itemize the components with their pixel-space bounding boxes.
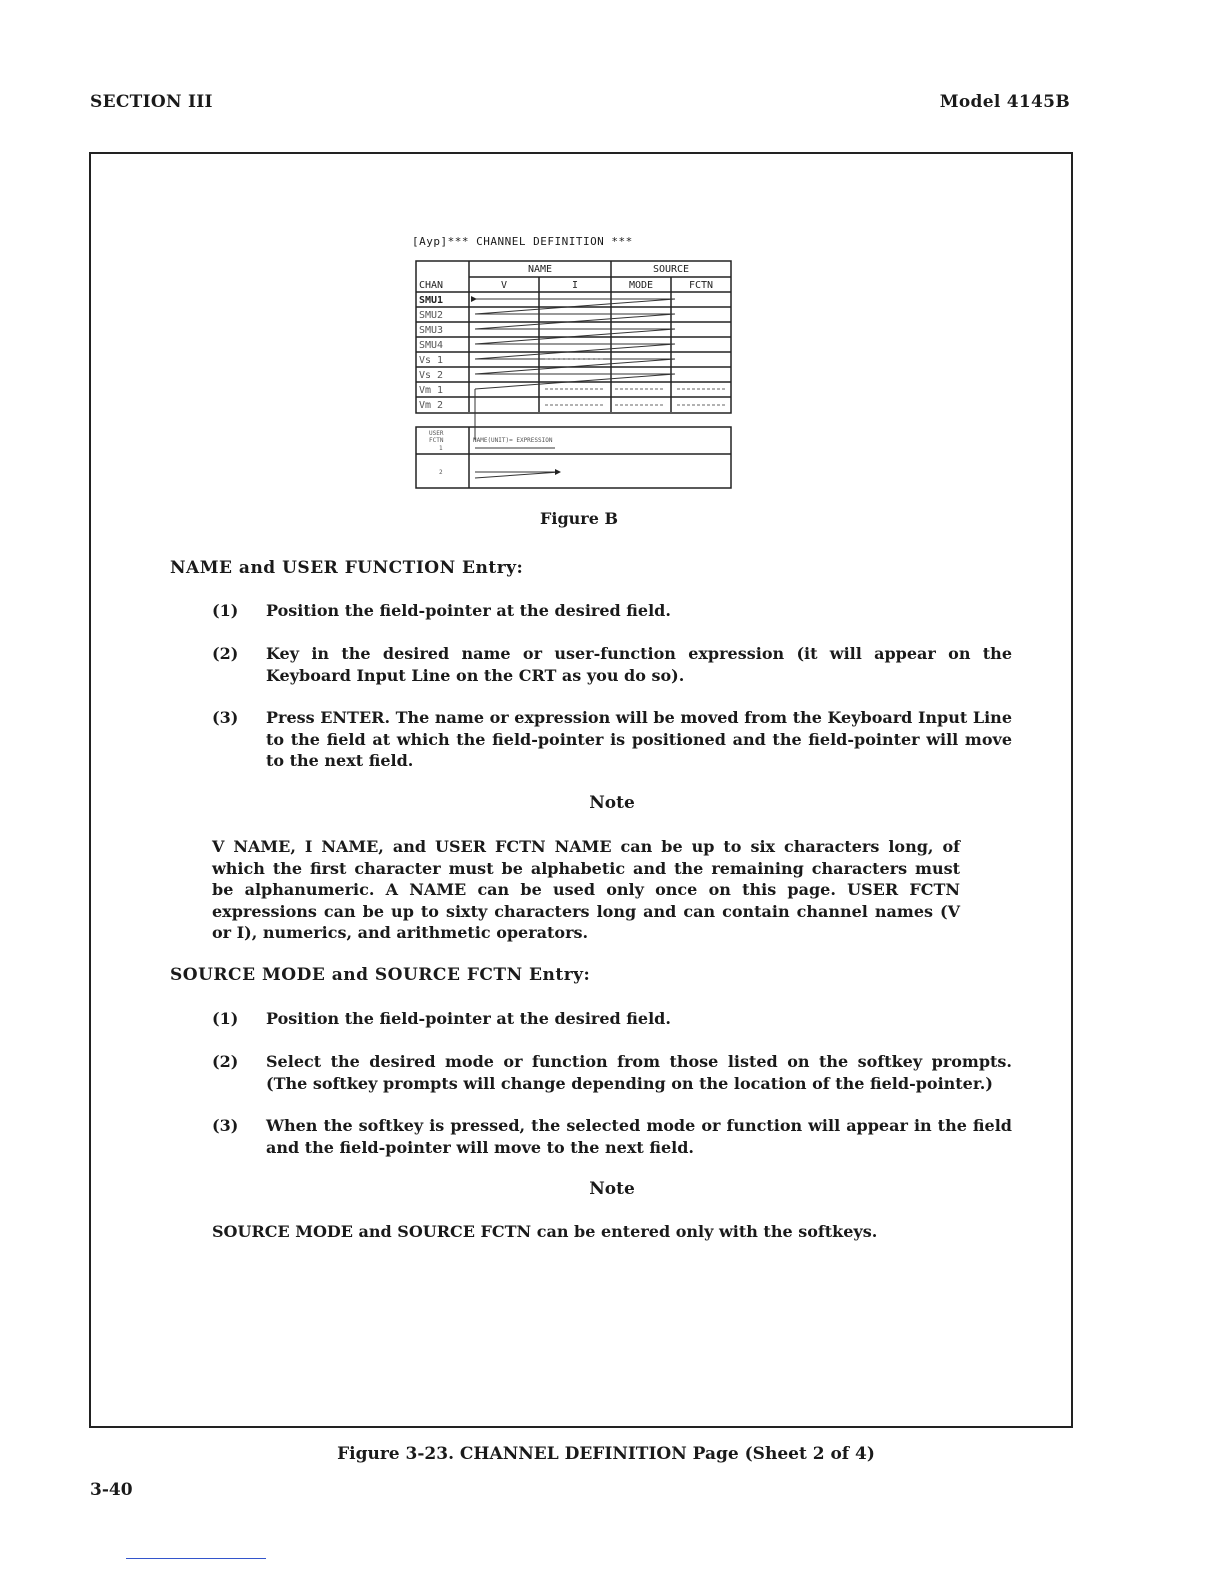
item-text: When the softkey is pressed, the selected mode or function will appear in the field and the field-pointer will move to the next field. [266, 1116, 1012, 1157]
item-text: Position the field-pointer at the desired field. [266, 1009, 671, 1028]
item-number: (3) [212, 1116, 239, 1135]
user-fctn-row-label: 1 [439, 445, 443, 452]
channel-row-label: Vs 2 [419, 370, 444, 381]
item-number: (1) [212, 1009, 239, 1028]
i-column-header: I [571, 280, 579, 291]
channel-row-label: SMU2 [419, 310, 444, 321]
user-fctn-label: FCTN [429, 437, 444, 444]
source-group-header: SOURCE [652, 264, 690, 275]
item-text: Press ENTER. The name or expression will be moved from the Keyboard Input Line to the field at which the field-pointer is positioned and the field-pointer will move to the next field. [266, 708, 1012, 770]
name-group-header: NAME [527, 264, 553, 275]
channel-row-label: SMU4 [419, 340, 444, 351]
page-number: 3-40 [90, 1480, 133, 1500]
source-mode-heading: SOURCE MODE and SOURCE FCTN Entry: [170, 965, 591, 985]
crt-screen-diagram [415, 260, 733, 490]
chan-column-header: CHAN [419, 280, 444, 291]
item-text: Key in the desired name or user-function expression (it will appear on the Keyboard Input Line on the CRT as you do so). [266, 644, 1012, 685]
channel-row-label: Vm 2 [419, 400, 444, 411]
note-body: V NAME, I NAME, and USER FCTN NAME can be up to six characters long, of which the first character must be alphabetic and the remaining characters must be alphanumeric. A NAME can be used only once on this page. USER FCTN expressions can be up to sixty characters long and can contain channel names (V or I), numerics, and arithmetic operators. [212, 837, 960, 942]
name-user-function-heading: NAME and USER FUNCTION Entry: [170, 558, 524, 578]
channel-row-label: SMU1 [419, 295, 444, 306]
channel-row-label: Vs 1 [419, 355, 444, 366]
model-label: Model 4145B [939, 92, 1070, 112]
item-text: Position the field-pointer at the desired field. [266, 601, 671, 620]
list-item [212, 600, 1012, 622]
list-item [212, 1008, 1012, 1030]
list-item [212, 1115, 1012, 1158]
list-item [212, 643, 1012, 686]
user-fctn-row-label: 2 [439, 469, 443, 476]
section-label: SECTION III [90, 92, 213, 112]
figure-caption [0, 1444, 1224, 1464]
figure-caption-text: Figure 3-23. CHANNEL DEFINITION Page (Sheet 2 of 4) [337, 1444, 875, 1464]
user-fctn-header: NAME(UNIT)= EXPRESSION [473, 437, 553, 444]
note-body: SOURCE MODE and SOURCE FCTN can be entered only with the softkeys. [212, 1222, 878, 1241]
user-fctn-label: USER [429, 430, 444, 437]
note-title: Note [589, 1179, 635, 1199]
item-number: (3) [212, 708, 239, 727]
channel-row-label: SMU3 [419, 325, 444, 336]
item-text: Select the desired mode or function from those listed on the softkey prompts. (The softkey prompts will change depending on the location of the field-pointer.) [266, 1052, 1012, 1093]
crt-page-title: [Ayp]*** CHANNEL DEFINITION *** [412, 235, 633, 248]
figure-b-label: Figure B [540, 509, 618, 528]
note-title: Note [589, 793, 635, 813]
mode-column-header: MODE [628, 280, 654, 291]
fctn-column-header: FCTN [688, 280, 714, 291]
channel-row-label: Vm 1 [419, 385, 444, 396]
v-column-header: V [500, 280, 508, 291]
list-item [212, 1051, 1012, 1094]
list-item [212, 707, 1012, 772]
item-number: (2) [212, 644, 239, 663]
footer-rule [126, 1558, 266, 1559]
item-number: (1) [212, 601, 239, 620]
item-number: (2) [212, 1052, 239, 1071]
channel-definition-table [415, 260, 733, 490]
